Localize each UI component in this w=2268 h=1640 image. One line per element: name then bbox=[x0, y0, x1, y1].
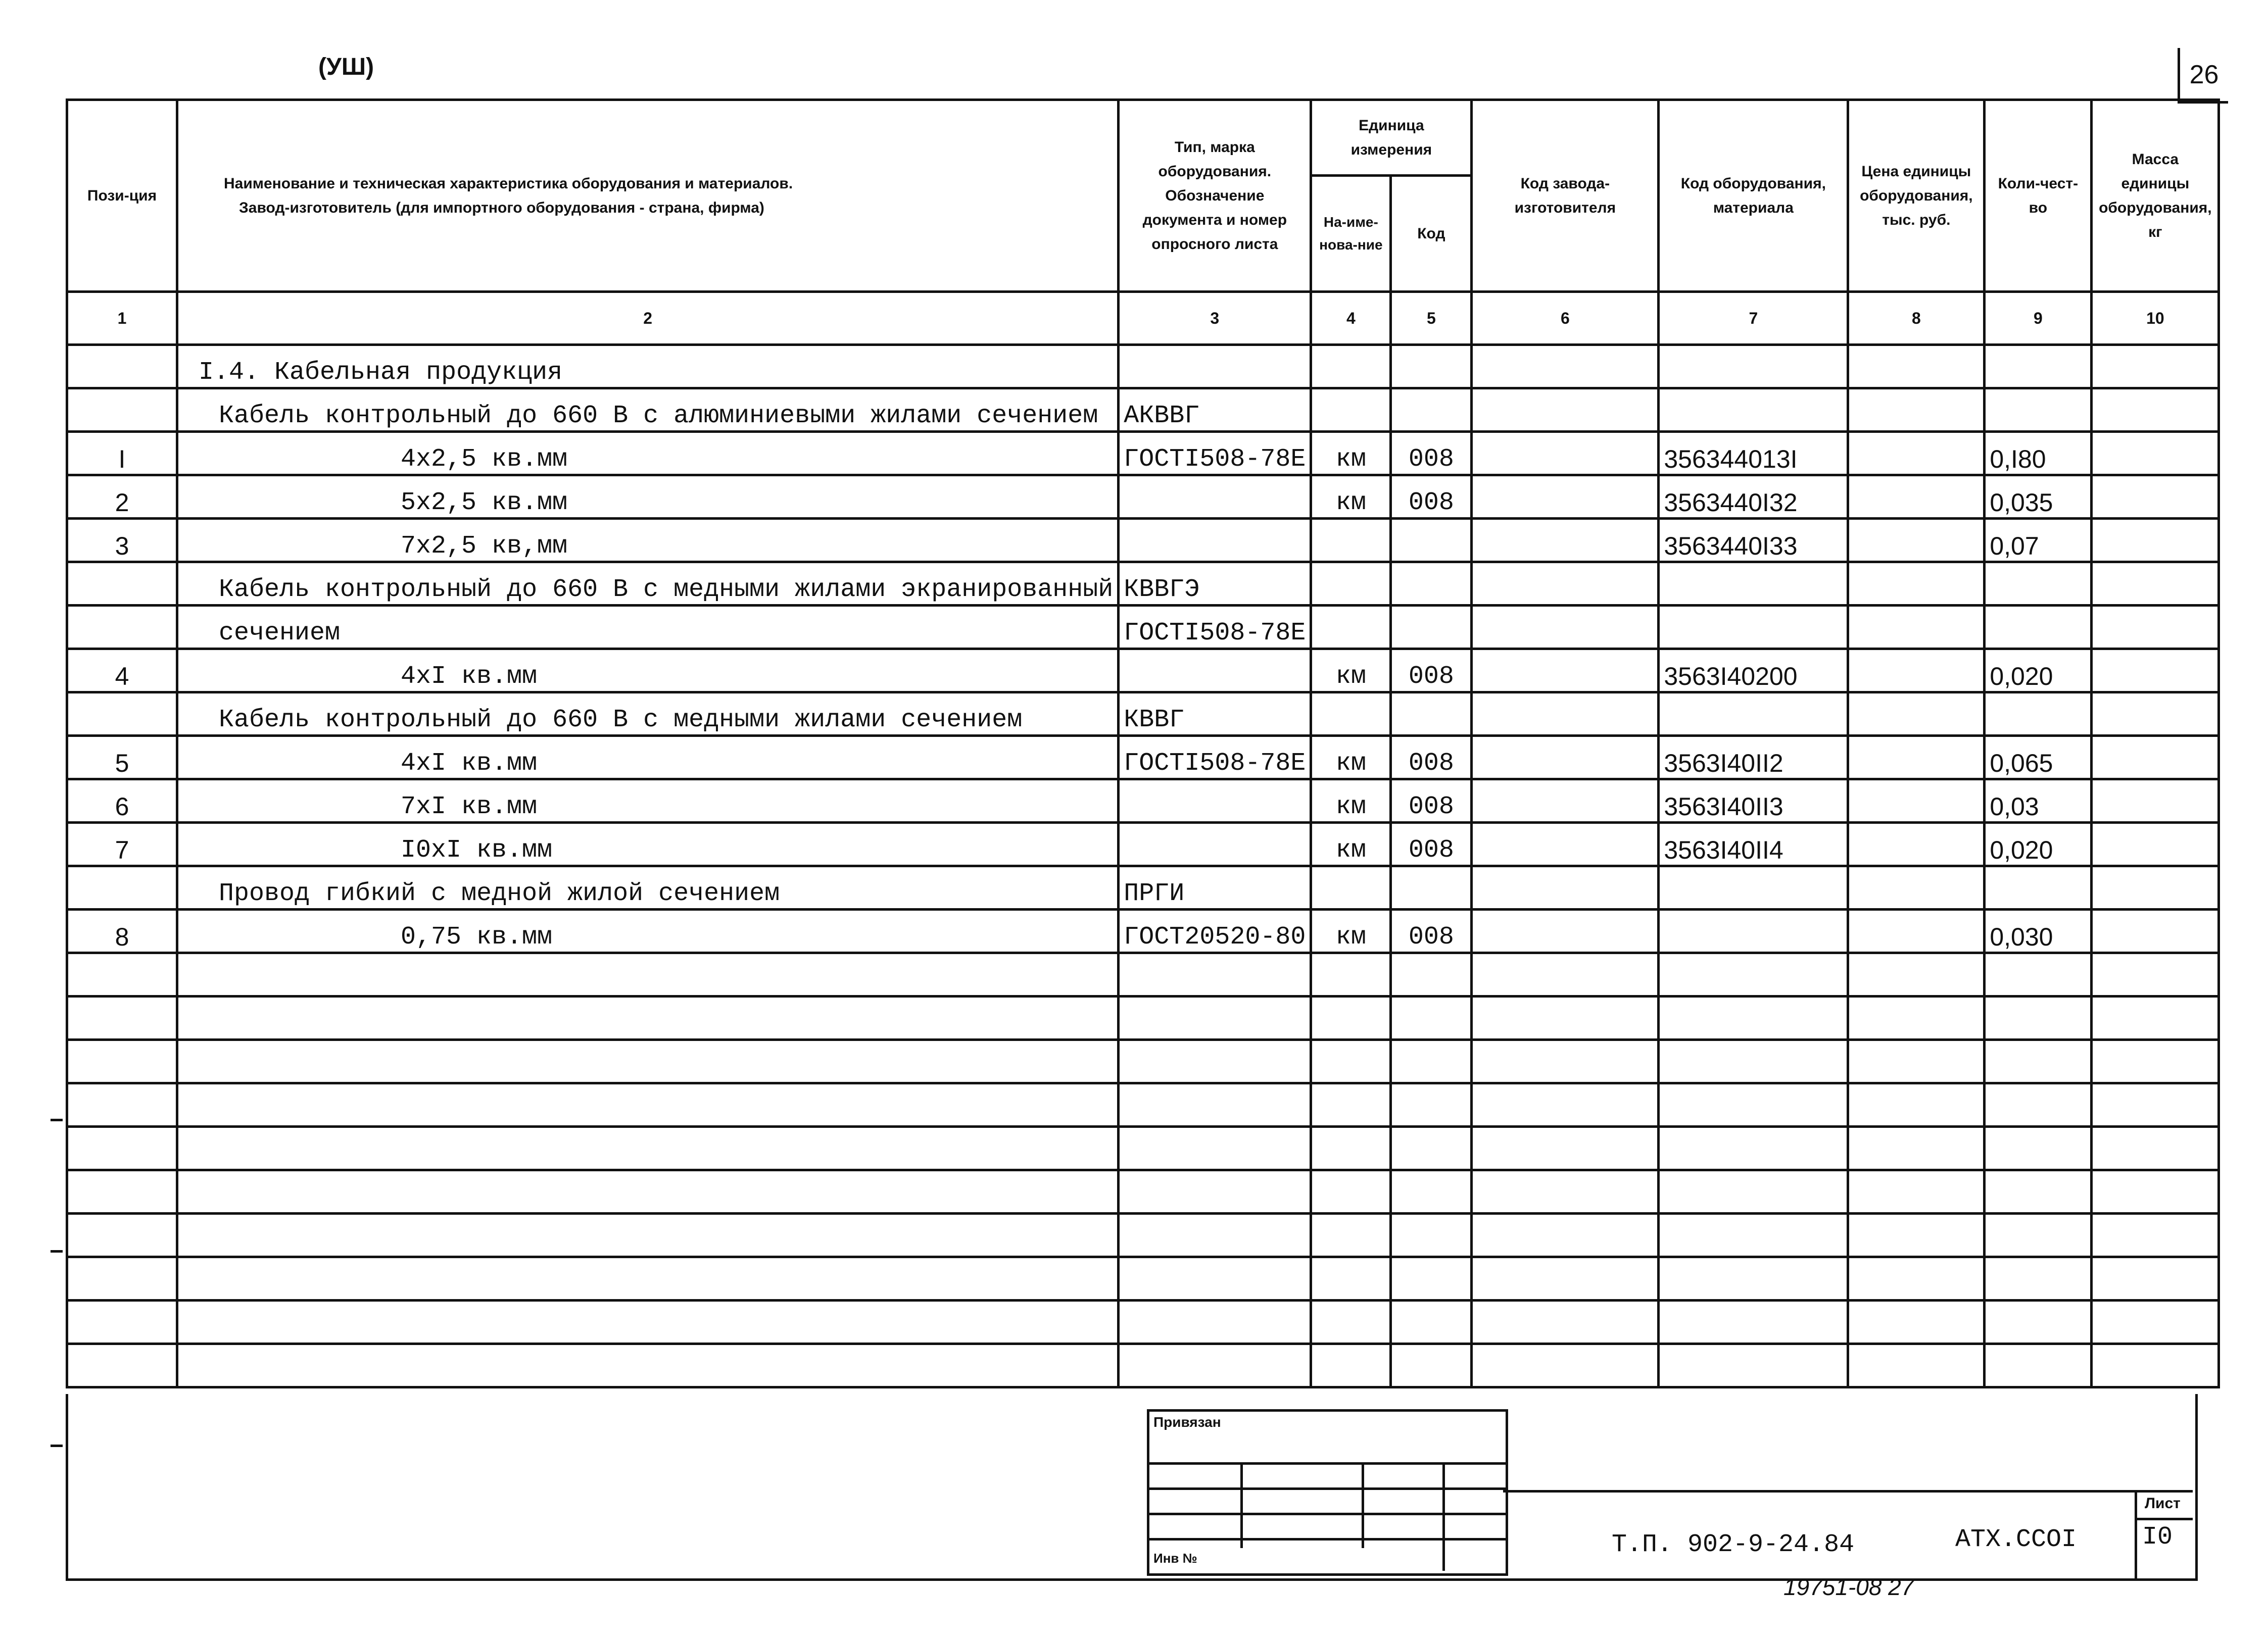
document-code: Т.П. 902-9-24.84 bbox=[1612, 1530, 1855, 1559]
row-unit bbox=[1311, 692, 1391, 736]
table-row-empty bbox=[67, 1301, 2219, 1344]
row-name: 4xI кв.мм bbox=[177, 649, 1119, 692]
header-name bbox=[177, 100, 1119, 292]
row-quantity: 0,035 bbox=[1985, 475, 2092, 519]
row-position bbox=[67, 692, 177, 736]
header-unit-name: На-име-нова-ние bbox=[1311, 176, 1391, 292]
row-quantity: 0,07 bbox=[1985, 519, 2092, 562]
row-name: Кабель контрольный до 660 В с алюминиевыми жилами сечением bbox=[177, 388, 1119, 432]
row-unit bbox=[1311, 866, 1391, 910]
row-unit-code bbox=[1391, 866, 1472, 910]
row-quantity: 0,020 bbox=[1985, 823, 2092, 866]
row-name: 4x2,5 кв.мм bbox=[177, 432, 1119, 475]
row-mass bbox=[2092, 866, 2219, 910]
row-mass bbox=[2092, 649, 2219, 692]
row-equipment-code: 3563440I32 bbox=[1659, 475, 1848, 519]
stamp-line bbox=[1147, 1538, 1506, 1540]
col-number: 7 bbox=[1659, 292, 1848, 345]
row-price bbox=[1848, 475, 1985, 519]
table-row bbox=[67, 475, 2219, 519]
row-unit-code: 008 bbox=[1391, 475, 1472, 519]
table-row bbox=[67, 779, 2219, 823]
header-unit-group: Единица измерения bbox=[1311, 100, 1472, 176]
row-price bbox=[1848, 823, 1985, 866]
row-equipment-code: 3563I40II3 bbox=[1659, 779, 1848, 823]
row-factory-code bbox=[1472, 606, 1659, 649]
row-unit-code: 008 bbox=[1391, 910, 1472, 953]
table-row-empty bbox=[67, 1040, 2219, 1083]
row-name: сечением bbox=[177, 606, 1119, 649]
col-number: 6 bbox=[1472, 292, 1659, 345]
row-mass bbox=[2092, 910, 2219, 953]
row-name: Кабель контрольный до 660 В с медными жилами экранированный bbox=[177, 562, 1119, 606]
row-factory-code bbox=[1472, 562, 1659, 606]
table-row bbox=[67, 388, 2219, 432]
row-name: Провод гибкий с медной жилой сечением bbox=[177, 866, 1119, 910]
row-price bbox=[1848, 736, 1985, 779]
page-number: 26 bbox=[2178, 48, 2228, 104]
table-row-empty bbox=[67, 997, 2219, 1040]
row-quantity bbox=[1985, 562, 2092, 606]
row-type: ГОСТ20520-80 bbox=[1119, 910, 1311, 953]
row-type: ПРГИ bbox=[1119, 866, 1311, 910]
row-unit-code: 008 bbox=[1391, 823, 1472, 866]
col-number: 3 bbox=[1119, 292, 1311, 345]
row-position bbox=[67, 388, 177, 432]
row-unit-code: 008 bbox=[1391, 779, 1472, 823]
header-type: Тип, марка оборудования. Обозначение документа и номер опросного листа bbox=[1119, 100, 1311, 292]
header-mass: Масса единицы оборудования, кг bbox=[2092, 100, 2219, 292]
stamp-inv-label: Инв № bbox=[1153, 1551, 1197, 1566]
row-price bbox=[1848, 606, 1985, 649]
row-equipment-code bbox=[1659, 692, 1848, 736]
title-block-line bbox=[1503, 1490, 2193, 1493]
row-equipment-code: 3563440I33 bbox=[1659, 519, 1848, 562]
row-type bbox=[1119, 475, 1311, 519]
section-mark: (УШ) bbox=[318, 54, 374, 80]
row-unit: км bbox=[1311, 432, 1391, 475]
header-factory-code: Код завода-изготовителя bbox=[1472, 100, 1659, 292]
table-row-empty bbox=[67, 1083, 2219, 1127]
row-mass bbox=[2092, 779, 2219, 823]
row-position: I bbox=[67, 432, 177, 475]
section-title: I.4. Кабельная продукция bbox=[199, 358, 562, 388]
row-price bbox=[1848, 692, 1985, 736]
row-position bbox=[67, 562, 177, 606]
approval-stamp bbox=[1147, 1409, 1508, 1576]
bottom-frame bbox=[66, 1394, 2198, 1581]
row-equipment-code bbox=[1659, 562, 1848, 606]
row-factory-code bbox=[1472, 475, 1659, 519]
table-row bbox=[67, 345, 2219, 388]
col-number: 4 bbox=[1311, 292, 1391, 345]
row-quantity: 0,030 bbox=[1985, 910, 2092, 953]
table-row-empty bbox=[67, 1127, 2219, 1170]
row-factory-code bbox=[1472, 388, 1659, 432]
row-unit: км bbox=[1311, 475, 1391, 519]
stamp-line bbox=[1147, 1487, 1506, 1490]
row-unit bbox=[1311, 562, 1391, 606]
row-mass bbox=[2092, 562, 2219, 606]
document-subcode: АТХ.ССОI bbox=[1955, 1525, 2077, 1554]
row-unit bbox=[1311, 606, 1391, 649]
row-name: 4xI кв.мм bbox=[177, 736, 1119, 779]
stamp-divider bbox=[1240, 1462, 1243, 1548]
table-row-empty bbox=[67, 1214, 2219, 1257]
title-block-line bbox=[2135, 1518, 2193, 1520]
col-number: 8 bbox=[1848, 292, 1985, 345]
row-factory-code bbox=[1472, 649, 1659, 692]
row-price bbox=[1848, 649, 1985, 692]
row-factory-code bbox=[1472, 823, 1659, 866]
table-row bbox=[67, 866, 2219, 910]
row-type bbox=[1119, 649, 1311, 692]
row-quantity bbox=[1985, 866, 2092, 910]
sheet-label: Лист bbox=[2145, 1495, 2181, 1512]
row-position: 2 bbox=[67, 475, 177, 519]
row-unit-code bbox=[1391, 692, 1472, 736]
table-row bbox=[67, 432, 2219, 475]
specification-table bbox=[66, 98, 2220, 1388]
row-position: 8 bbox=[67, 910, 177, 953]
row-price bbox=[1848, 519, 1985, 562]
row-factory-code bbox=[1472, 910, 1659, 953]
row-mass bbox=[2092, 432, 2219, 475]
table-row bbox=[67, 562, 2219, 606]
row-unit-code bbox=[1391, 388, 1472, 432]
header-quantity: Коли-чест-во bbox=[1985, 100, 2092, 292]
row-type bbox=[1119, 779, 1311, 823]
row-type: ГОСТI508-78Е bbox=[1119, 606, 1311, 649]
row-unit-code: 008 bbox=[1391, 432, 1472, 475]
row-position bbox=[67, 606, 177, 649]
header-equipment-code: Код оборудования, материала bbox=[1659, 100, 1848, 292]
stamp-divider bbox=[1442, 1462, 1445, 1571]
row-unit: км bbox=[1311, 779, 1391, 823]
row-position: 6 bbox=[67, 779, 177, 823]
row-name: 0,75 кв.мм bbox=[177, 910, 1119, 953]
title-block-divider bbox=[2135, 1490, 2137, 1578]
row-unit-code bbox=[1391, 606, 1472, 649]
row-factory-code bbox=[1472, 736, 1659, 779]
row-quantity bbox=[1985, 692, 2092, 736]
row-price bbox=[1848, 910, 1985, 953]
row-unit bbox=[1311, 519, 1391, 562]
row-factory-code bbox=[1472, 692, 1659, 736]
row-name: 7x2,5 кв,мм bbox=[177, 519, 1119, 562]
row-factory-code bbox=[1472, 432, 1659, 475]
header-name-line1: Наименование и техническая характеристика оборудования и материалов. bbox=[224, 175, 793, 192]
row-equipment-code: 3563I40II4 bbox=[1659, 823, 1848, 866]
row-equipment-code: 356344013I bbox=[1659, 432, 1848, 475]
col-number: 5 bbox=[1391, 292, 1472, 345]
row-type bbox=[1119, 823, 1311, 866]
row-name: 5x2,5 кв.мм bbox=[177, 475, 1119, 519]
table-row bbox=[67, 823, 2219, 866]
stamp-line bbox=[1147, 1462, 1506, 1465]
row-price bbox=[1848, 432, 1985, 475]
stamp-line bbox=[1147, 1513, 1506, 1515]
row-mass bbox=[2092, 388, 2219, 432]
row-price bbox=[1848, 866, 1985, 910]
row-quantity: 0,I80 bbox=[1985, 432, 2092, 475]
row-position: 5 bbox=[67, 736, 177, 779]
col-number: 1 bbox=[67, 292, 177, 345]
header-price: Цена единицы оборудования, тыс. руб. bbox=[1848, 100, 1985, 292]
table-row-empty bbox=[67, 1257, 2219, 1301]
row-type: ГОСТI508-78Е bbox=[1119, 736, 1311, 779]
row-quantity bbox=[1985, 388, 2092, 432]
margin-tick bbox=[51, 1445, 63, 1447]
row-name: Кабель контрольный до 660 В с медными жилами сечением bbox=[177, 692, 1119, 736]
table-row-empty bbox=[67, 1344, 2219, 1387]
row-type: АКВВГ bbox=[1119, 388, 1311, 432]
row-quantity bbox=[1985, 606, 2092, 649]
row-equipment-code bbox=[1659, 388, 1848, 432]
row-position bbox=[67, 866, 177, 910]
row-mass bbox=[2092, 736, 2219, 779]
row-unit: км bbox=[1311, 736, 1391, 779]
row-factory-code bbox=[1472, 519, 1659, 562]
row-mass bbox=[2092, 692, 2219, 736]
row-equipment-code bbox=[1659, 866, 1848, 910]
row-mass bbox=[2092, 519, 2219, 562]
header-position: Пози-ция bbox=[67, 100, 177, 292]
sheet-number: I0 bbox=[2142, 1523, 2173, 1552]
row-position: 7 bbox=[67, 823, 177, 866]
row-quantity: 0,03 bbox=[1985, 779, 2092, 823]
table-row bbox=[67, 736, 2219, 779]
col-number: 2 bbox=[177, 292, 1119, 345]
row-unit-code bbox=[1391, 519, 1472, 562]
row-name: 7xI кв.мм bbox=[177, 779, 1119, 823]
row-equipment-code: 3563I40200 bbox=[1659, 649, 1848, 692]
stamp-divider bbox=[1362, 1462, 1364, 1548]
col-number: 10 bbox=[2092, 292, 2219, 345]
row-price bbox=[1848, 779, 1985, 823]
table-row-empty bbox=[67, 953, 2219, 997]
row-unit-code: 008 bbox=[1391, 736, 1472, 779]
row-type: КВВГ bbox=[1119, 692, 1311, 736]
row-factory-code bbox=[1472, 779, 1659, 823]
stamp-linked-label: Привязан bbox=[1153, 1414, 1221, 1430]
row-unit bbox=[1311, 388, 1391, 432]
row-unit: км bbox=[1311, 823, 1391, 866]
table-row bbox=[67, 606, 2219, 649]
table-row bbox=[67, 910, 2219, 953]
row-price bbox=[1848, 388, 1985, 432]
row-equipment-code: 3563I40II2 bbox=[1659, 736, 1848, 779]
header-name-line2: Завод-изготовитель (для импортного оборудования - страна, фирма) bbox=[239, 199, 764, 216]
row-price bbox=[1848, 562, 1985, 606]
table-row-empty bbox=[67, 1170, 2219, 1214]
table-row bbox=[67, 649, 2219, 692]
row-quantity: 0,065 bbox=[1985, 736, 2092, 779]
row-equipment-code bbox=[1659, 606, 1848, 649]
row-mass bbox=[2092, 823, 2219, 866]
row-position: 4 bbox=[67, 649, 177, 692]
header-unit-code: Код bbox=[1391, 176, 1472, 292]
row-mass bbox=[2092, 606, 2219, 649]
table-row bbox=[67, 692, 2219, 736]
col-number: 9 bbox=[1985, 292, 2092, 345]
row-mass bbox=[2092, 475, 2219, 519]
handwritten-number: 19751-08 27 bbox=[1783, 1574, 1914, 1600]
row-unit: км bbox=[1311, 649, 1391, 692]
margin-tick bbox=[51, 1119, 63, 1121]
row-unit-code: 008 bbox=[1391, 649, 1472, 692]
row-type: ГОСТI508-78Е bbox=[1119, 432, 1311, 475]
row-name: I0xI кв.мм bbox=[177, 823, 1119, 866]
table-row bbox=[67, 519, 2219, 562]
row-type: КВВГЭ bbox=[1119, 562, 1311, 606]
row-unit-code bbox=[1391, 562, 1472, 606]
row-equipment-code bbox=[1659, 910, 1848, 953]
row-factory-code bbox=[1472, 866, 1659, 910]
row-quantity: 0,020 bbox=[1985, 649, 2092, 692]
row-type bbox=[1119, 519, 1311, 562]
margin-tick bbox=[51, 1250, 63, 1253]
row-position: 3 bbox=[67, 519, 177, 562]
row-unit: км bbox=[1311, 910, 1391, 953]
